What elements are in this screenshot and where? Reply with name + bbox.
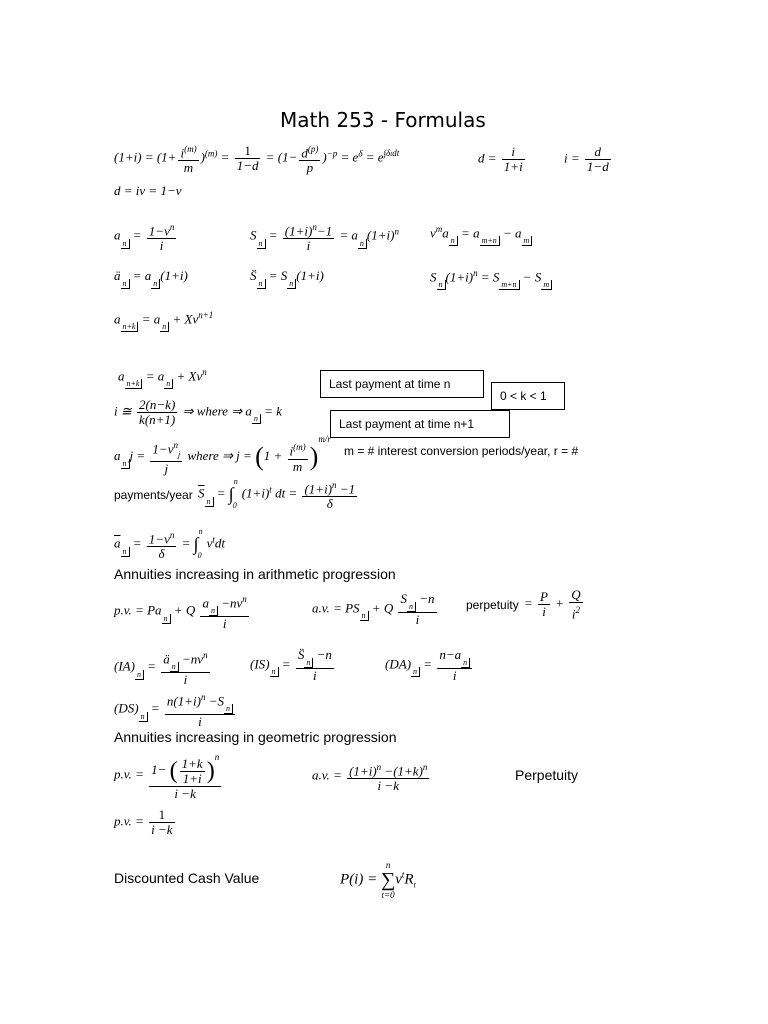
section-arithmetic: Annuities increasing in arithmetic progression bbox=[114, 566, 396, 582]
formula-d-from-i: d = $\frac{i}{1+i}$ bbox=[478, 144, 523, 174]
formula-ds: (DS)n = $\frac{n(1+i)^n -Sn}{i}$ bbox=[114, 690, 237, 729]
formula-annuity-pv: an = $\frac{1-v^n}{i}$ bbox=[114, 222, 175, 254]
formula-arith-pv: p.v. = Pan + Q $\frac{an -nv^n}{i}$ bbox=[114, 594, 247, 632]
section-geometric: Annuities increasing in geometric progression bbox=[114, 729, 397, 745]
note-m-r-definition: m = # interest conversion periods/year, r = # bbox=[344, 444, 579, 458]
formula-is: (IS)n = $\frac{S̈n -n}{i}$ bbox=[250, 647, 332, 683]
formula-annuity-av: Sn = $\frac{(1+i)^n-1}{i}$ = $an(1+i)^n$ bbox=[250, 222, 399, 254]
formula-deferred-annuity: $v^man = am+n$ − am bbox=[430, 224, 532, 246]
formula-d-iv: d = iv = 1−v bbox=[114, 183, 182, 198]
label-perpetuity: perpetuity bbox=[466, 598, 519, 612]
formula-balloon-payment: an+k = an + $Xv^{n+1}$ bbox=[114, 310, 214, 332]
section-discounted-cash-value: Discounted Cash Value bbox=[114, 870, 260, 886]
formula-arith-av: a.v. = PSn + Q $\frac{Sn -n}{i}$ bbox=[312, 591, 435, 627]
formula-ia: (IA)n = $\frac{än -nv^n}{i}$ bbox=[114, 650, 208, 688]
formula-discounted-cash-value: P(i) = n ∑ t=0 $v^tR_t$ bbox=[340, 860, 416, 900]
note-last-payment-n1: Last payment at time n+1 bbox=[330, 410, 510, 438]
formula-arith-perpetuity: = $\frac{P}{i}$ + $\frac{Q}{i^2}$ bbox=[524, 587, 581, 622]
formula-geo-pv: p.v. = 1− ( $\frac{1+k}{1+i}$ )$^n$ i −k bbox=[114, 752, 220, 801]
formula-i-from-d: i = $\frac{d}{1-d}$ bbox=[564, 144, 609, 174]
formula-da: (DA)n = $\frac{n-an}{i}$ bbox=[385, 648, 474, 683]
formula-accumulated-shift: $Sn(1+i)^n = Sm+n - Sm$ bbox=[430, 268, 552, 290]
formula-continuous-pv: $\overline{a}n$ = $\frac{1-v^n}{\delta}$ = $\int^n_0v^tdt$ bbox=[114, 526, 225, 562]
label-perpetuity-geo: Perpetuity bbox=[515, 767, 579, 783]
formula-geo-av: a.v. = $\frac{(1+i)^n -(1+k)^n}{i -k}$ bbox=[312, 762, 428, 794]
note-k-range: 0 < k < 1 bbox=[491, 382, 565, 410]
note-payments-year: payments/year bbox=[114, 488, 193, 502]
formula-drop-payment: an+k = an + $Xv^n$ bbox=[118, 367, 207, 389]
formula-interest-approx: i ≅ $\frac{2(n-k)}{k(n+1)}$ ⇒ where ⇒ an = k bbox=[114, 397, 282, 427]
formula-geo-perpetuity: p.v. = $\frac{1}{i -k}$ bbox=[114, 807, 173, 837]
formula-interest-equivalence: (1+i) = (1+ $\frac{i^{(m)}}{m}$ )$^{(m)}$ = $\frac{1}{1-d}$ = (1− $\frac{d^{(p)}}{p}$ )$^{-p} = e^\delta = e^{\int\delta tdt}$ bbox=[114, 143, 400, 176]
formula-annuity-due-pv: än = an(1+i) bbox=[114, 268, 188, 288]
formula-equivalent-rate: anj = $\frac{1-v^n_j}{j}$ where ⇒ j = (1 + $\frac{i^{(m)}}{m}$ )$^{m/r}$ bbox=[114, 434, 331, 477]
formula-annuity-due-av: S̈n = Sn(1+i) bbox=[250, 268, 324, 288]
page-title: Math 253 - Formulas bbox=[280, 108, 486, 132]
formula-continuous-av: $\overline{S}n = \int^n_0(1+i)^t$ dt = $\frac{(1+i)^n -1}{\delta}$ bbox=[198, 476, 356, 512]
note-last-payment-n: Last payment at time n bbox=[320, 370, 484, 398]
